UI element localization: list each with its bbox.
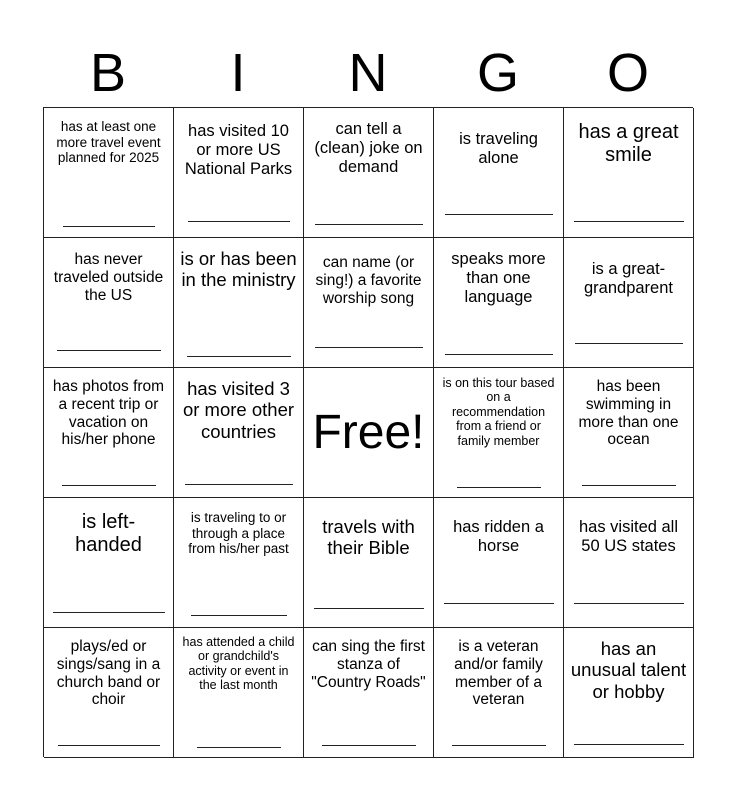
bingo-cell-1-2[interactable]: [174, 108, 304, 238]
header-letter-n: N: [348, 43, 388, 103]
bingo-cell-4-1[interactable]: [44, 498, 174, 628]
signature-line: [445, 354, 553, 355]
bingo-cell-5-2[interactable]: [174, 628, 304, 758]
signature-line: [457, 487, 541, 488]
bingo-cell-4-3[interactable]: [304, 498, 434, 628]
bingo-cell-1-3[interactable]: [304, 108, 434, 238]
signature-line: [444, 603, 554, 604]
bingo-cell-3-2[interactable]: [174, 368, 304, 498]
bingo-cell-3-1[interactable]: [44, 368, 174, 498]
cell-prompt: has never traveled outside the US: [53, 251, 164, 304]
signature-line: [53, 612, 165, 613]
signature-line: [185, 484, 293, 485]
bingo-cell-1-5[interactable]: [564, 108, 694, 238]
signature-line: [315, 347, 423, 348]
header-letter-b: B: [89, 43, 127, 103]
signature-line: [322, 745, 416, 746]
signature-line: [452, 745, 546, 746]
signature-line: [575, 343, 683, 344]
signature-line: [62, 485, 156, 486]
cell-prompt: is a great-grandparent: [584, 260, 673, 297]
signature-line: [187, 356, 291, 357]
cell-prompt: is traveling to or through a place from his/her past: [188, 510, 289, 557]
signature-line: [197, 747, 281, 748]
cell-prompt: has visited 3 or more other countries: [182, 378, 295, 442]
bingo-cell-3-3: [304, 368, 434, 498]
bingo-cell-5-5[interactable]: [564, 628, 694, 758]
cell-prompt: has photos from a recent trip or vacation on his/her phone: [52, 378, 165, 449]
bingo-cell-4-2[interactable]: [174, 498, 304, 628]
signature-line: [191, 615, 287, 616]
cell-prompt: has been swimming in more than one ocean: [578, 378, 679, 449]
cell-prompt: has a great smile: [578, 121, 679, 166]
signature-line: [574, 603, 684, 604]
cell-prompt: speaks more than one language: [451, 250, 546, 306]
bingo-cell-4-4[interactable]: [434, 498, 564, 628]
bingo-cell-5-3[interactable]: [304, 628, 434, 758]
signature-line: [58, 745, 160, 746]
bingo-cell-1-4[interactable]: [434, 108, 564, 238]
bingo-cell-3-4[interactable]: [434, 368, 564, 498]
cell-prompt: is a veteran and/or family member of a veteran: [454, 638, 543, 709]
bingo-header: [43, 40, 693, 106]
cell-prompt: has attended a child or grandchild's activity or event in the last month: [182, 635, 295, 693]
bingo-cell-5-4[interactable]: [434, 628, 564, 758]
signature-line: [574, 221, 684, 222]
cell-prompt: has visited all 50 US states: [578, 518, 679, 555]
signature-line: [445, 214, 553, 215]
cell-prompt: plays/ed or sings/sang in a church band or choir: [56, 638, 161, 709]
cell-prompt: travels with their Bible: [322, 516, 415, 559]
bingo-cell-3-5[interactable]: [564, 368, 694, 498]
cell-prompt: is or has been in the ministry: [180, 248, 297, 291]
bingo-cell-1-1[interactable]: [44, 108, 174, 238]
signature-line: [574, 744, 684, 745]
signature-line: [57, 350, 161, 351]
cell-prompt: can name (or sing!) a favorite worship song: [315, 254, 422, 307]
bingo-cell-5-1[interactable]: [44, 628, 174, 758]
header-letter-i: I: [230, 43, 246, 103]
free-space: Free!: [312, 406, 425, 459]
cell-prompt: has ridden a horse: [453, 518, 544, 555]
signature-line: [188, 221, 290, 222]
bingo-cell-2-5[interactable]: [564, 238, 694, 368]
header-letter-o: O: [606, 43, 649, 103]
bingo-cell-2-3[interactable]: [304, 238, 434, 368]
bingo-cell-2-4[interactable]: [434, 238, 564, 368]
bingo-cell-4-5[interactable]: [564, 498, 694, 628]
signature-line: [314, 608, 424, 609]
cell-prompt: is on this tour based on a recommendation from a friend or family member: [442, 376, 555, 448]
cell-prompt: is left-handed: [75, 511, 142, 556]
cell-prompt: has visited 10 or more US National Parks: [184, 122, 293, 178]
signature-line: [315, 224, 423, 225]
cell-prompt: is traveling alone: [459, 130, 538, 167]
signature-line: [582, 485, 676, 486]
bingo-cell-2-2[interactable]: [174, 238, 304, 368]
bingo-cell-2-1[interactable]: [44, 238, 174, 368]
cell-prompt: can tell a (clean) joke on demand: [314, 120, 423, 176]
bingo-grid: [43, 107, 693, 757]
cell-prompt: can sing the first stanza of "Country Roads": [311, 638, 426, 691]
header-letter-g: G: [476, 43, 519, 103]
cell-prompt: has at least one more travel event planned for 2025: [56, 119, 161, 166]
cell-prompt: has an unusual talent or hobby: [570, 638, 687, 702]
signature-line: [63, 226, 155, 227]
